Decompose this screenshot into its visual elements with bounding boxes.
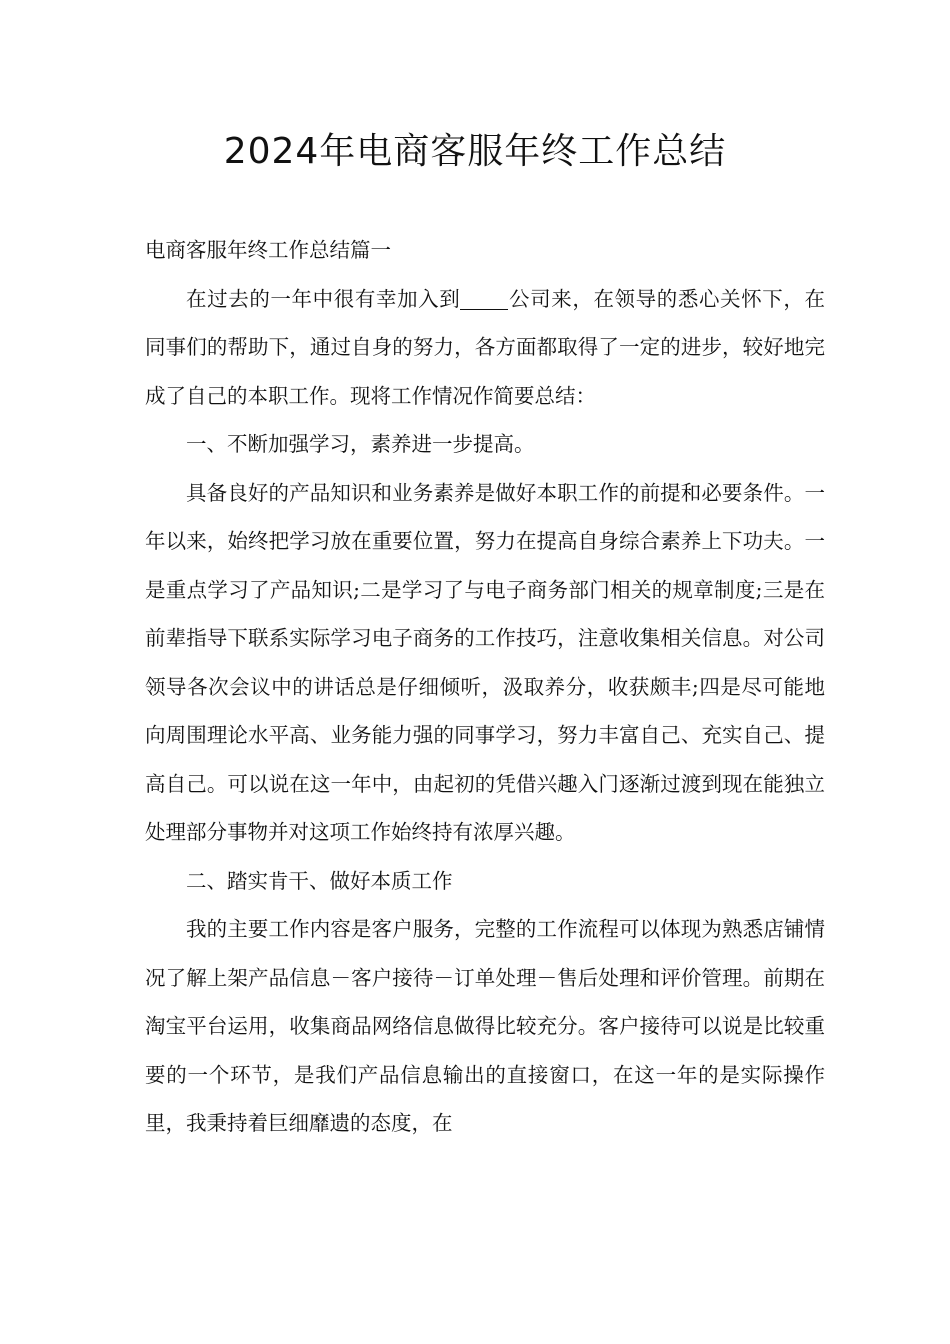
document-title: 2024年电商客服年终工作总结 xyxy=(223,131,727,172)
intro-paragraph xyxy=(145,275,825,421)
section-heading: 电商客服年终工作总结篇一 xyxy=(145,238,391,262)
blank-underline xyxy=(460,286,508,310)
heading-one: 一、不断加强学习，素养进一步提高。 xyxy=(186,432,535,456)
intro-text-start: 在过去的一年中很有幸加入到 xyxy=(186,286,461,311)
paragraph-one: 具备良好的产品知识和业务素养是做好本职工作的前提和必要条件。一年以来，始终把学习放在重要位置，努力在提高自身综合素养上下功夫。一是重点学习了产品知识;二是学习了与电子商务部门相关的规章制度;三是在前辈指导下联系实际学习电子商务的工作技巧，注意收集相关信息。对公司领导各次会议中的讲话总是仔细倾听，汲取养分，收获颇丰;四是尽可能地向周围理论水平高、业务能力强的同事学习，努力丰富自己、充实自己、提高自己。可以说在这一年中，由起初的凭借兴趣入门逐渐过渡到现在能独立处理部分事物并对这项工作始终持有浓厚兴趣。 xyxy=(145,480,825,844)
paragraph-two: 我的主要工作内容是客户服务，完整的工作流程可以体现为熟悉店铺情况了解上架产品信息－客户接待－订单处理－售后处理和评价管理。前期在淘宝平台运用，收集商品网络信息做得比较充分。客户接待可以说是比较重要的一个环节，是我们产品信息输出的直接窗口，在这一年的是实际操作里，我秉持着巨细靡遗的态度，在 xyxy=(145,917,825,1135)
heading-two: 二、踏实肯干、做好本质工作 xyxy=(186,868,453,893)
document-body xyxy=(145,226,825,1148)
intro-text-end: 公司来，在领导的悉心关怀下，在同事们的帮助下，通过自身的努力，各方面都取得了一定的进步，较好地完成了自己的本职工作。现将工作情况作简要总结： xyxy=(145,286,826,408)
